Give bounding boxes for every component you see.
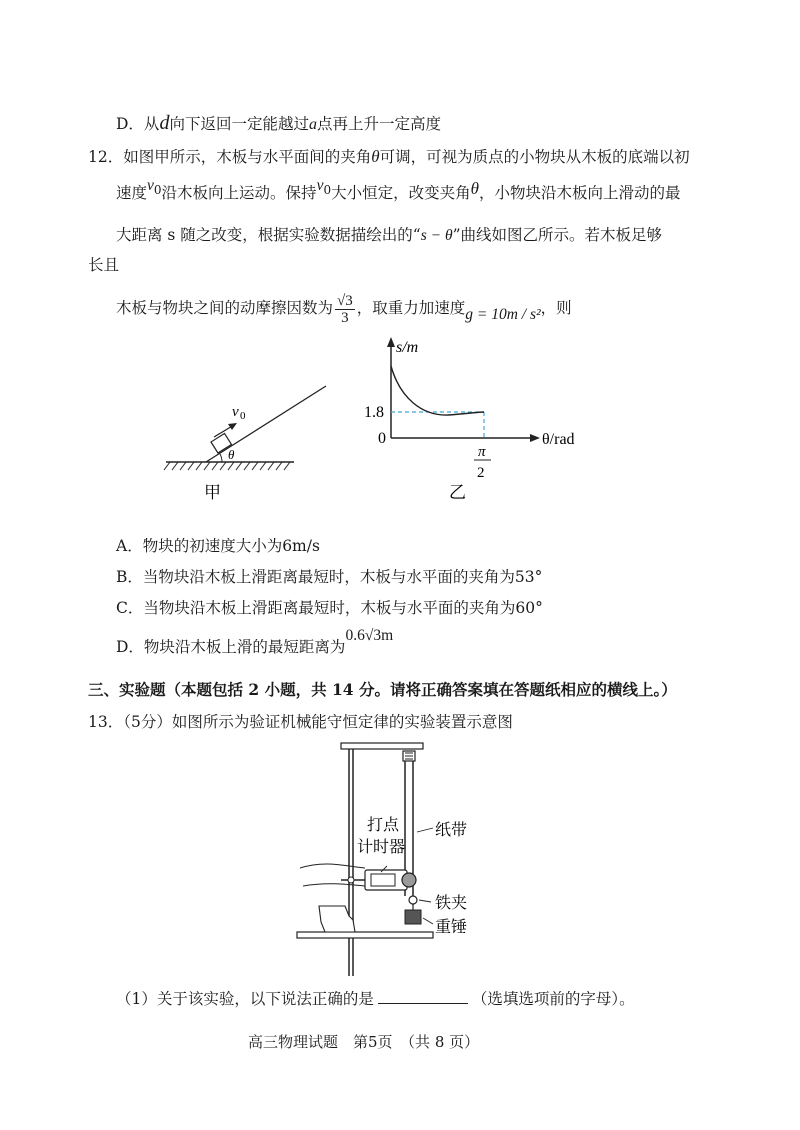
q12-stem-line4: 长且 (88, 256, 120, 274)
figure-yi (340, 330, 600, 510)
q11-option-d: D．从d向下返回一定能越过a点再上升一定高度 (116, 112, 441, 134)
iron-clip (409, 896, 417, 904)
ground-hatching (164, 462, 290, 470)
power-cable (300, 864, 365, 868)
x-tick-denominator: 2 (477, 465, 485, 481)
timer-disc (402, 873, 416, 887)
figure-jia (160, 380, 340, 510)
q12-stem-line5: 木板与物块之间的动摩擦因数为 $\frac{√3}{3}$ ，取重力加速度g = 10m / s²，则 (116, 292, 572, 326)
q12-option-b: B．当物块沿木板上滑距离最短时，木板与水平面的夹角为53° (116, 568, 543, 586)
label-clip: 铁夹 (435, 893, 468, 912)
label-timer-1: 打点 (367, 815, 400, 834)
angle-arc (220, 454, 222, 462)
table-top (297, 932, 433, 938)
origin-label: 0 (378, 430, 386, 447)
q12-stem-line1: 12．如图甲所示，木板与水平面间的夹角θ可调，可视为质点的小物块从木板的底端以初 (88, 147, 690, 166)
page-footer: 高三物理试题 第5页 （共 8 页） (248, 1033, 480, 1051)
figure-yi-caption: 乙 (449, 483, 466, 503)
figure-apparatus (295, 738, 495, 983)
figure-jia-caption: 甲 (204, 483, 221, 503)
inclined-board (206, 386, 326, 462)
x-axis-label: θ/rad (542, 431, 575, 448)
x-axis-arrow (530, 434, 540, 442)
v0-label: v (232, 404, 239, 420)
y-axis-label: s/m (396, 339, 419, 356)
y-tick-label: 1.8 (364, 404, 384, 421)
y-axis-arrow (387, 337, 395, 347)
top-crossbar (341, 743, 423, 749)
q12-stem-line2: 速度$v^0$沿木板向上运动。保持$v^0$大小恒定，改变夹角θ，小物块沿木板向上滑动的最 (116, 177, 681, 202)
angle-theta-label: θ (228, 447, 235, 462)
velocity-arrowhead (228, 423, 237, 430)
friction-fraction: $\frac{√3}{3}$ (337, 292, 353, 326)
q12-option-c: C．当物块沿木板上滑距离最短时，木板与水平面的夹角为60° (116, 599, 543, 617)
label-weight: 重锤 (435, 917, 468, 936)
q13-sub1: （1）关于该实验，以下说法正确的是 （选填选项前的字母）。 (116, 990, 635, 1008)
q12-option-d-value: 0.6√3m (345, 627, 394, 644)
section3-heading: 三、实验题（本题包括 2 小题，共 14 分。请将正确答案填在答题纸相应的横线上。） (88, 680, 677, 699)
label-tape: 纸带 (435, 820, 468, 839)
label-timer-2: 计时器 (357, 837, 406, 856)
x-tick-numerator: π (478, 444, 486, 460)
q12-option-a: A．物块的初速度大小为6m/s (116, 537, 320, 555)
v0-subscript: 0 (240, 410, 246, 422)
s-theta-curve (391, 366, 484, 415)
q12-stem-line3: 大距离 s 随之改变，根据实验数据描绘出的“s − θ”曲线如图乙所示。若木板足够 (116, 226, 663, 244)
q12-option-d: D．物块沿木板上滑的最短距离为0.6√3m (116, 627, 394, 656)
q13-stem: 13．（5分）如图所示为验证机械能守恒定律的实验装置示意图 (88, 713, 513, 731)
heavy-weight (405, 910, 421, 924)
answer-blank[interactable] (378, 989, 468, 1004)
